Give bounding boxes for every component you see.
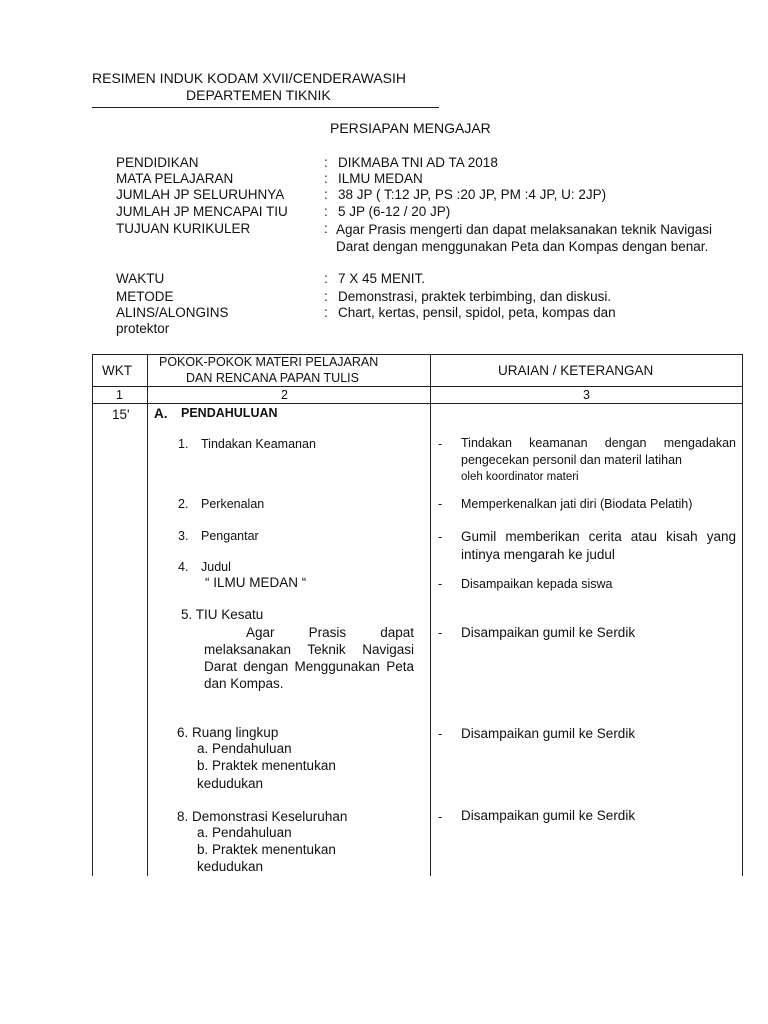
alins-cont: protektor (116, 321, 170, 336)
item-label: 8. Demonstrasi Keseluruhan (177, 809, 348, 824)
item-desc: Tindakan keamanan dengan mengadakan pengecekan personil dan materil latihan (461, 436, 736, 467)
dash: - (438, 727, 443, 741)
colon: : (324, 289, 328, 304)
subitem-b-cont: kedudukan (197, 859, 264, 874)
item-number: 1. (178, 437, 189, 451)
col-number-2: 2 (281, 388, 288, 402)
item-desc-small: oleh koordinator materi (461, 471, 579, 483)
dash: - (438, 437, 443, 451)
page-title: PERSIAPAN MENGAJAR (330, 120, 491, 136)
col-number-1: 1 (116, 388, 123, 402)
item-desc: Disampaikan gumil ke Serdik (461, 625, 636, 640)
table-numbers-border (92, 403, 743, 404)
alins-label: ALINS/ALONGINS (116, 305, 229, 320)
colon: : (324, 221, 328, 236)
item-label: Judul (201, 560, 231, 574)
tujuan-value: Agar Prasis mengerti dan dapat melaksanakan teknik Navigasi Darat dengan menggunakan Peta dan Kompas dengan benar. (336, 222, 712, 254)
table-header-border (92, 386, 743, 387)
alins-value: Chart, kertas, pensil, spidol, peta, kompas dan (338, 305, 616, 320)
colon: : (324, 187, 328, 202)
dash: - (438, 497, 443, 511)
section-title: PENDAHULUAN (181, 406, 278, 420)
waktu-value: 7 X 45 MENIT. (338, 271, 426, 286)
item-desc: Gumil memberikan cerita atau kisah yang intinya mengarah ke judul (461, 529, 736, 562)
mapel-value: ILMU MEDAN (338, 171, 423, 186)
item-text: Agar Prasis dapat melaksanakan Teknik Navigasi Darat dengan Menggunakan Peta dan Kompas. (204, 625, 414, 691)
table-left-border (92, 354, 93, 876)
header-line1: RESIMEN INDUK KODAM XVII/CENDERAWASIH (92, 70, 407, 86)
table-right-border (742, 354, 743, 876)
header-materi-line2: DAN RENCANA PAPAN TULIS (186, 371, 359, 385)
dash: - (438, 577, 443, 591)
metode-label: METODE (116, 289, 174, 304)
dash: - (438, 626, 443, 640)
header-materi-line1: POKOK-POKOK MATERI PELAJARAN (159, 355, 379, 369)
time-value: 15' (112, 407, 130, 422)
table-col-divider-1 (147, 354, 148, 876)
jp-tiu-value: 5 JP (6-12 / 20 JP) (338, 204, 451, 219)
item-label: Perkenalan (201, 497, 265, 511)
waktu-label: WAKTU (116, 271, 165, 286)
dash: - (438, 810, 443, 824)
tujuan-label: TUJUAN KURIKULER (116, 221, 251, 236)
item-subtitle: “ ILMU MEDAN “ (205, 575, 307, 590)
colon: : (324, 155, 328, 170)
subitem-b-cont: kedudukan (197, 776, 264, 791)
metode-value: Demonstrasi, praktek terbimbing, dan diskusi. (338, 289, 612, 304)
jp-total-value: 38 JP ( T:12 JP, PS :20 JP, PM :4 JP, U: 2JP) (338, 187, 607, 202)
subitem-b: b. Praktek menentukan (197, 758, 336, 773)
header-line2: DEPARTEMEN TIKNIK (186, 87, 331, 103)
item-desc: Memperkenalkan jati diri (Biodata Pelatih) (461, 497, 693, 511)
pendidikan-value: DIKMABA TNI AD TA 2018 (338, 155, 498, 170)
item-label: 6. Ruang lingkup (177, 725, 279, 740)
colon: : (324, 305, 328, 320)
item-label: Tindakan Keamanan (201, 437, 316, 451)
header-wkt: WKT (102, 363, 132, 378)
jp-tiu-label: JUMLAH JP MENCAPAI TIU (116, 204, 288, 219)
item-number: 3. (178, 529, 189, 543)
col-number-3: 3 (583, 388, 590, 402)
item-label: 5. TIU Kesatu (181, 607, 264, 622)
mapel-label: MATA PELAJARAN (116, 171, 234, 186)
header-underline (92, 107, 439, 108)
dash: - (438, 530, 443, 544)
item-number: 2. (178, 497, 189, 511)
colon: : (324, 204, 328, 219)
section-letter: A. (154, 406, 168, 421)
item-desc: Disampaikan kepada siswa (461, 577, 613, 591)
subitem-b: b. Praktek menentukan (197, 842, 336, 857)
item-label: Pengantar (201, 529, 259, 543)
jp-total-label: JUMLAH JP SELURUHNYA (116, 187, 285, 202)
header-uraian: URAIAN / KETERANGAN (498, 363, 654, 378)
item-desc: Disampaikan gumil ke Serdik (461, 808, 636, 823)
subitem-a: a. Pendahuluan (197, 825, 292, 840)
pendidikan-label: PENDIDIKAN (116, 155, 199, 170)
subitem-a: a. Pendahuluan (197, 741, 292, 756)
item-desc: Disampaikan gumil ke Serdik (461, 726, 636, 741)
colon: : (324, 271, 328, 286)
item-number: 4. (178, 560, 189, 574)
table-col-divider-2 (430, 354, 431, 876)
colon: : (324, 171, 328, 186)
